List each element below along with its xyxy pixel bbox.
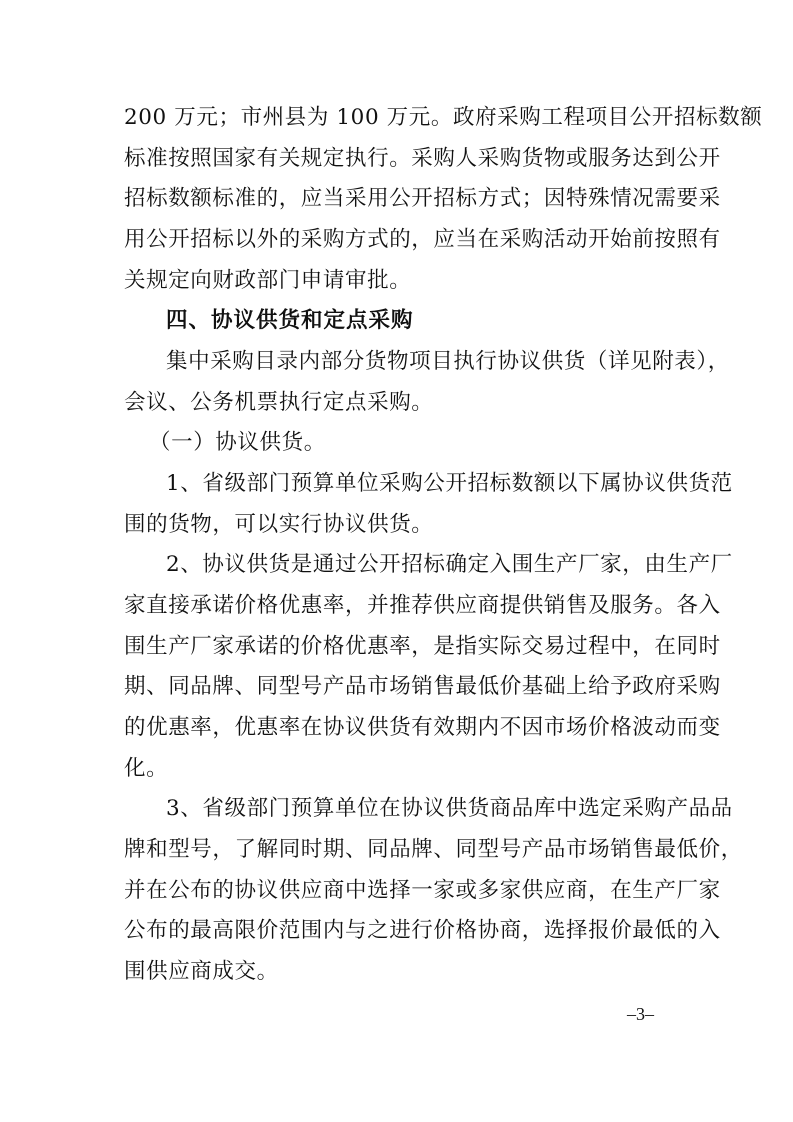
body-text-line: 围供应商成交。 [124,959,279,984]
body-text-line: 家直接承诺价格优惠率，并推荐供应商提供销售及服务。各入 [124,593,721,618]
body-text-line: 集中采购目录内部分货物项目执行协议供货（详见附表）， [166,349,730,374]
section-heading: 四、协议供货和定点采购 [166,308,414,333]
body-text-line: 200 万元；市州县为 100 万元。政府采购工程项目公开招标数额 [124,105,763,130]
subsection-heading: （一）协议供货。 [149,430,326,455]
body-text-line: 公布的最高限价范围内与之进行价格协商，选择报价最低的入 [124,918,721,943]
body-text-line: 期、同品牌、同型号产品市场销售最低价基础上给予政府采购 [124,674,721,699]
body-text-line: 标准按照国家有关规定执行。采购人采购货物或服务达到公开 [124,146,721,171]
body-text-line: 关规定向财政部门申请审批。 [124,268,412,293]
body-text-line: 化。 [124,756,169,781]
body-text-line: 会议、公务机票执行定点采购。 [124,390,434,415]
body-text-line: 用公开招标以外的采购方式的，应当在采购活动开始前按照有 [124,227,721,252]
body-text-line: 3、省级部门预算单位在协议供货商品库中选定采购产品品 [166,796,733,821]
body-text-line: 围生产厂家承诺的价格优惠率，是指实际交易过程中，在同时 [124,634,721,659]
body-text-line: 1、省级部门预算单位采购公开招标数额以下属协议供货范 [166,471,733,496]
body-text-line: 2、协议供货是通过公开招标确定入围生产厂家，由生产厂 [166,552,733,577]
body-text-line: 招标数额标准的，应当采用公开招标方式；因特殊情况需要采 [124,186,721,211]
body-text-line: 牌和型号，了解同时期、同品牌、同型号产品市场销售最低价， [124,837,743,862]
page-number: –3– [627,1004,654,1024]
body-text-line: 并在公布的协议供应商中选择一家或多家供应商，在生产厂家 [124,878,721,903]
body-text-line: 围的货物，可以实行协议供货。 [124,512,434,537]
body-text-line: 的优惠率，优惠率在协议供货有效期内不因市场价格波动而变 [124,715,721,740]
